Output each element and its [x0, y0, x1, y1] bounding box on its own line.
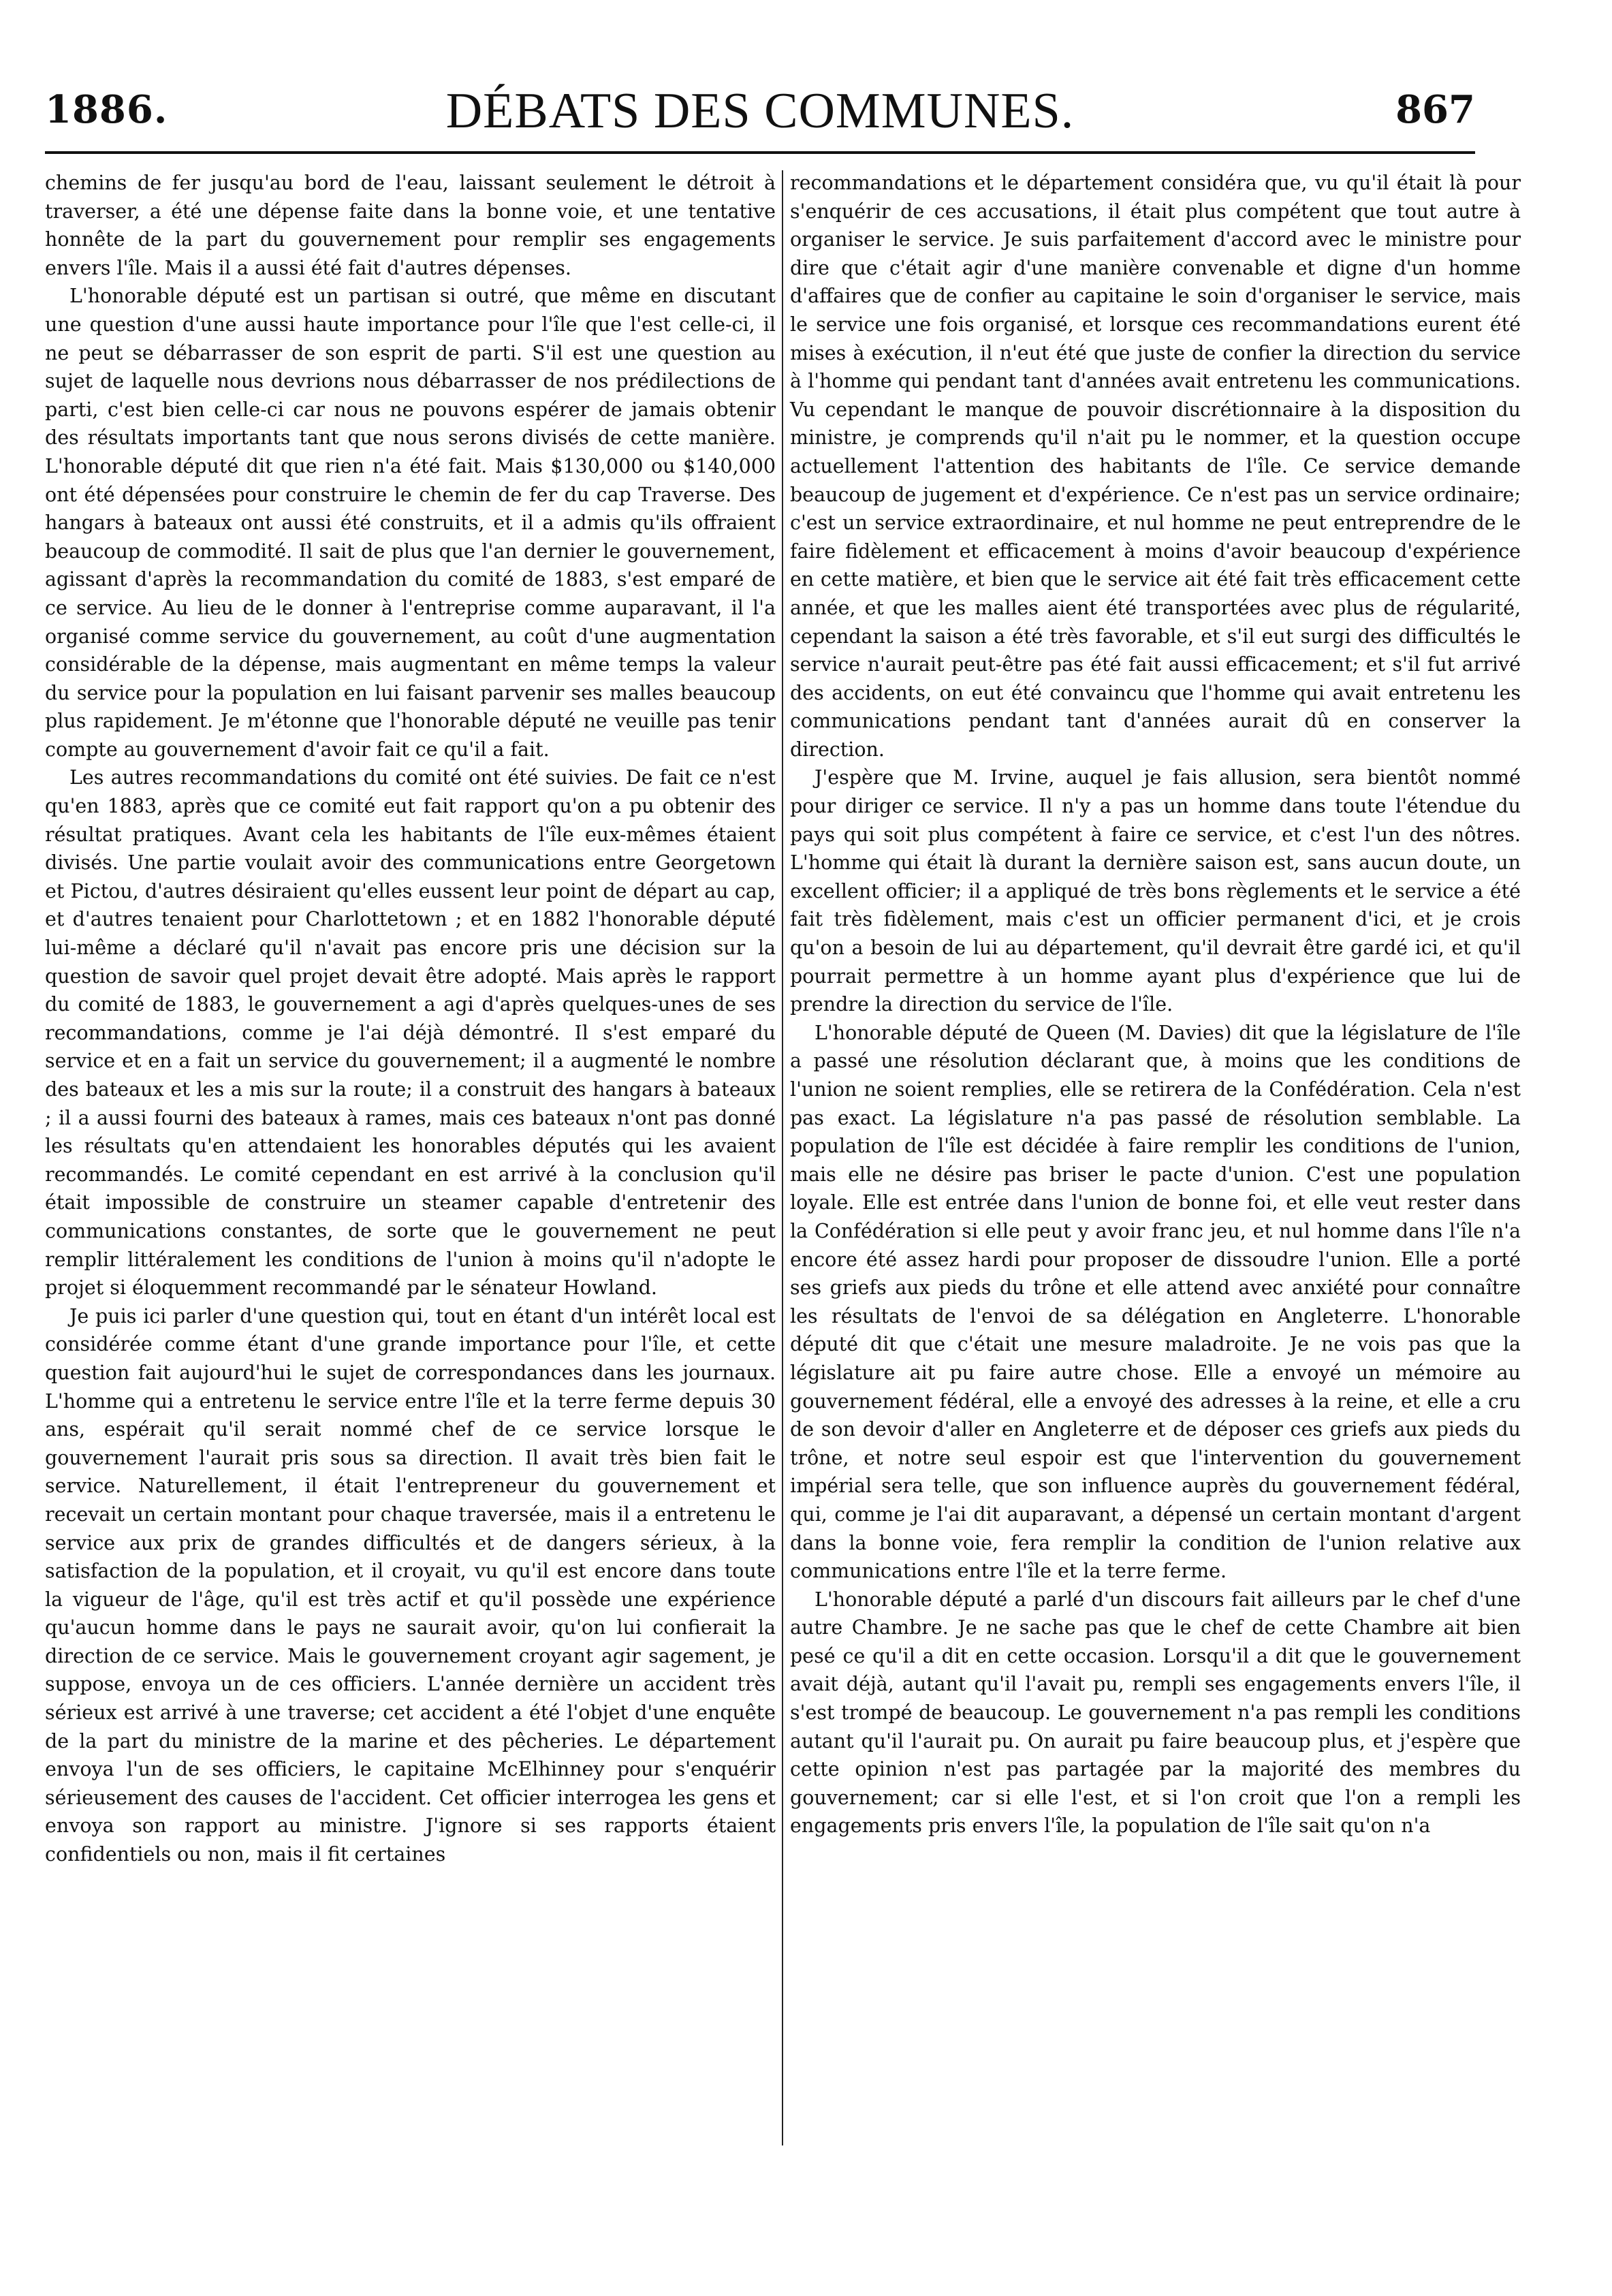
paragraph: L'honorable député a parlé d'un discours fait ailleurs par le chef d'une autre Chambre. Je ne sache pas que le chef de cette Chambre ait bien pesé ce qu'il a dit en cette occasion. Lorsqu'il a dit que le gouvernement avait déjà, autant qu'il l'avait pu, rempli ses engagements envers l'île, il s'est trompé de beaucoup. Le gouvernement n'a pas rempli les conditions autant qu'il l'aurait pu. On aurait pu faire beaucoup plus, et j'espère que cette opinion n'est pas partagée par la majorité des membres du gouvernement; car si elle l'est, et si l'on croit que l'on a rempli les engagements pris envers l'île, la population de l'île sait qu'on n'a	[790, 1588, 1521, 1838]
paragraph: L'honorable député est un partisan si outré, que même en discutant une question d'une aussi haute importance pour l'île que l'est celle-ci, il ne peut se débarrasser de son esprit de parti. S'il est une question au sujet de laquelle nous devrions nous débarrasser de nos prédilections de parti, c'est bien celle-ci car nous ne pouvons espérer de jamais obtenir des résultats importants tant que nous serons divisés de cette manière. L'honorable député dit que rien n'a été fait. Mais $130,000 ou $140,000 ont été dépensées pour construire le chemin de fer du cap Traverse. Des hangars à bateaux ont aussi été construits, et il a admis qu'ils offraient beaucoup de commodité. Il sait de plus que l'an dernier le gouvernement, agissant d'après la recommandation du comité de 1883, s'est emparé de ce service. Au lieu de le donner à l'entreprise comme auparavant, il l'a organisé comme service du gouvernement, au coût d'une augmentation considérable de la dépense, mais augmentant en même temps la valeur du service pour la population en lui faisant parvenir ses malles beaucoup plus rapidement. Je m'étonne que l'honorable député ne veuille pas tenir compte au gouvernement d'avoir fait ce qu'il a fait.	[45, 285, 776, 761]
paragraph: recommandations et le département considéra que, vu qu'il était là pour s'enquérir de ces accusations, il était plus compétent que tout autre à organiser le service. Je suis parfaitement d'accord avec le ministre pour dire que c'était agir d'une manière convenable et digne d'un homme d'affaires que de confier au capitaine le soin d'organiser le service, mais le service une fois organisé, et lorsque ces recommandations eurent été mises à exécution, il n'eut été que juste de confier la direction du service à l'homme qui pendant tant d'années avait entretenu les communications. Vu cependant le manque de pouvoir discrétionnaire à la disposition du ministre, je comprends qu'il n'ait pu le nommer, et la question occupe actuellement l'attention des habitants de l'île. Ce service demande beaucoup de jugement et d'expérience. Ce n'est pas un service ordinaire; c'est un service extraordinaire, et nul homme ne peut entreprendre de le faire fidèlement et efficacement à moins d'avoir beaucoup d'expérience en cette matière, et bien que le service ait été fait très efficacement cette année, et que les malles aient été transportées avec plus de régularité, cependant la saison a été très favorable, et s'il eut surgi des difficultés le service n'aurait peut-être pas été fait aussi efficacement; et s'il fut arrivé des accidents, on eut été convaincu que l'homme qui avait entretenu les communications pendant tant d'années aurait dû en conserver la direction.	[790, 172, 1521, 761]
column-divider	[782, 170, 783, 2145]
right-column	[790, 169, 1521, 1840]
paragraph: Les autres recommandations du comité ont été suivies. De fait ce n'est qu'en 1883, après que ce comité eut fait rapport qu'on a pu obtenir des résultat pratiques. Avant cela les habitants de l'île eux-mêmes étaient divisés. Une partie voulait avoir des communications entre Georgetown et Pictou, d'autres désiraient qu'elles eussent leur point de départ au cap, et d'autres tenaient pour Charlottetown ; et en 1882 l'honorable député lui-même a déclaré qu'il n'avait pas encore pris une décision sur la question de savoir quel projet devait être adopté. Mais après le rapport du comité de 1883, le gouvernement a agi d'après quelques-unes de ses recommandations, comme je l'ai déjà démontré. Il s'est emparé du service et en a fait un service du gouvernement; il a augmenté le nombre des bateaux et les a mis sur la route; il a construit des hangars à bateaux ; il a aussi fourni des bateaux à rames, mais ces bateaux n'ont pas donné les résultats qu'en attendaient les honorables députés qui les avaient recommandés. Le comité cependant en est arrivé à la conclusion qu'il était impossible de construire un steamer capable d'entretenir des communications constantes, de sorte que le gouvernement ne peut remplir littéralement les conditions de l'union à moins qu'il n'adopte le projet si éloquemment recommandé par le sénateur Howland.	[45, 766, 776, 1300]
header-rule	[45, 151, 1475, 154]
header-year: 1886.	[45, 87, 168, 132]
header-title: DÉBATS DES COMMUNES.	[445, 83, 1075, 139]
paragraph: J'espère que M. Irvine, auquel je fais allusion, sera bientôt nommé pour diriger ce service. Il n'y a pas un homme dans toute l'étendue du pays qui soit plus compétent à faire ce service, et c'est l'un des nôtres. L'homme qui était là durant la dernière saison est, sans aucun doute, un excellent officier; il a appliqué de très bons règlements et le service a été fait très fidèlement, mais c'est un officier permanent d'ici, et je crois qu'on a besoin de lui au département, qu'il devrait être gardé ici, et qu'il pourrait permettre à un homme ayant plus d'expérience que lui de prendre la direction du service de l'île.	[790, 766, 1521, 1016]
left-column	[45, 169, 776, 1869]
paragraph: chemins de fer jusqu'au bord de l'eau, laissant seulement le détroit à traverser, a été une dépense faite dans la bonne voie, et une tentative honnête de la part du gouvernement pour remplir ses engagements envers l'île. Mais il a aussi été fait d'autres dépenses.	[45, 172, 776, 279]
paragraph: L'honorable député de Queen (M. Davies) dit que la législature de l'île a passé une résolution déclarant que, à moins que les conditions de l'union ne soient remplies, elle se retirera de la Confédération. Cela n'est pas exact. La législature n'a pas passé de résolution semblable. La population de l'île est décidée à faire remplir les conditions de l'union, mais elle ne désire pas briser le pacte d'union. C'est une population loyale. Elle est entrée dans l'union de bonne foi, et elle veut rester dans la Confédération si elle peut y avoir franc jeu, et nul homme dans l'île n'a encore été assez hardi pour proposer de dissoudre l'union. Elle a porté ses griefs aux pieds du trône et elle attend avec anxiété pour connaître les résultats de l'envoi de sa délégation en Angleterre. L'honorable député dit que c'était une mesure maladroite. Je ne vois pas que la législature ait pu faire autre chose. Elle a envoyé un mémoire au gouvernement fédéral, elle a envoyé des adresses à la reine, et elle a cru de son devoir d'aller en Angleterre et de déposer ces griefs aux pieds du trône, et notre seul espoir est que l'intervention du gouvernement impérial sera telle, que son influence auprès du gouvernement fédéral, qui, comme je l'ai dit auparavant, a dépensé un certain montant d'argent dans la bonne voie, fera remplir la condition de l'union relative aux communications entre l'île et la terre ferme.	[790, 1021, 1521, 1583]
page-number: 867	[1395, 87, 1475, 132]
page-header	[45, 83, 1475, 139]
paragraph: Je puis ici parler d'une question qui, tout en étant d'un intérêt local est considérée comme étant d'une grande importance pour l'île, et cette question fait aujourd'hui le sujet de correspondances dans les journaux. L'homme qui a entretenu le service entre l'île et la terre ferme depuis 30 ans, espérait qu'il serait nommé chef de ce service lorsque le gouvernement l'aurait pris sous sa direction. Il avait très bien fait le service. Naturellement, il était l'entrepreneur du gouvernement et recevait un certain montant pour chaque traversée, mais il a entretenu le service aux prix de grandes difficultés et de dangers sérieux, à la satisfaction de la population, et il croyait, vu qu'il est encore dans toute la vigueur de l'âge, qu'il est très actif et qu'il possède une expérience qu'aucun homme dans le pays ne saurait avoir, qu'on lui confierait la direction de ce service. Mais le gouvernement croyant agir sagement, je suppose, envoya un de ces officiers. L'année dernière un accident très sérieux est arrivé à une traverse; cet accident a été l'objet d'une enquête de la part du ministre de la marine et des pêcheries. Le département envoya l'un de ses officiers, le capitaine McElhinney pour s'enquérir sérieusement des causes de l'accident. Cet officier interrogea les gens et envoya son rapport au ministre. J'ignore si ses rapports étaient confidentiels ou non, mais il fit certaines	[45, 1304, 776, 1866]
